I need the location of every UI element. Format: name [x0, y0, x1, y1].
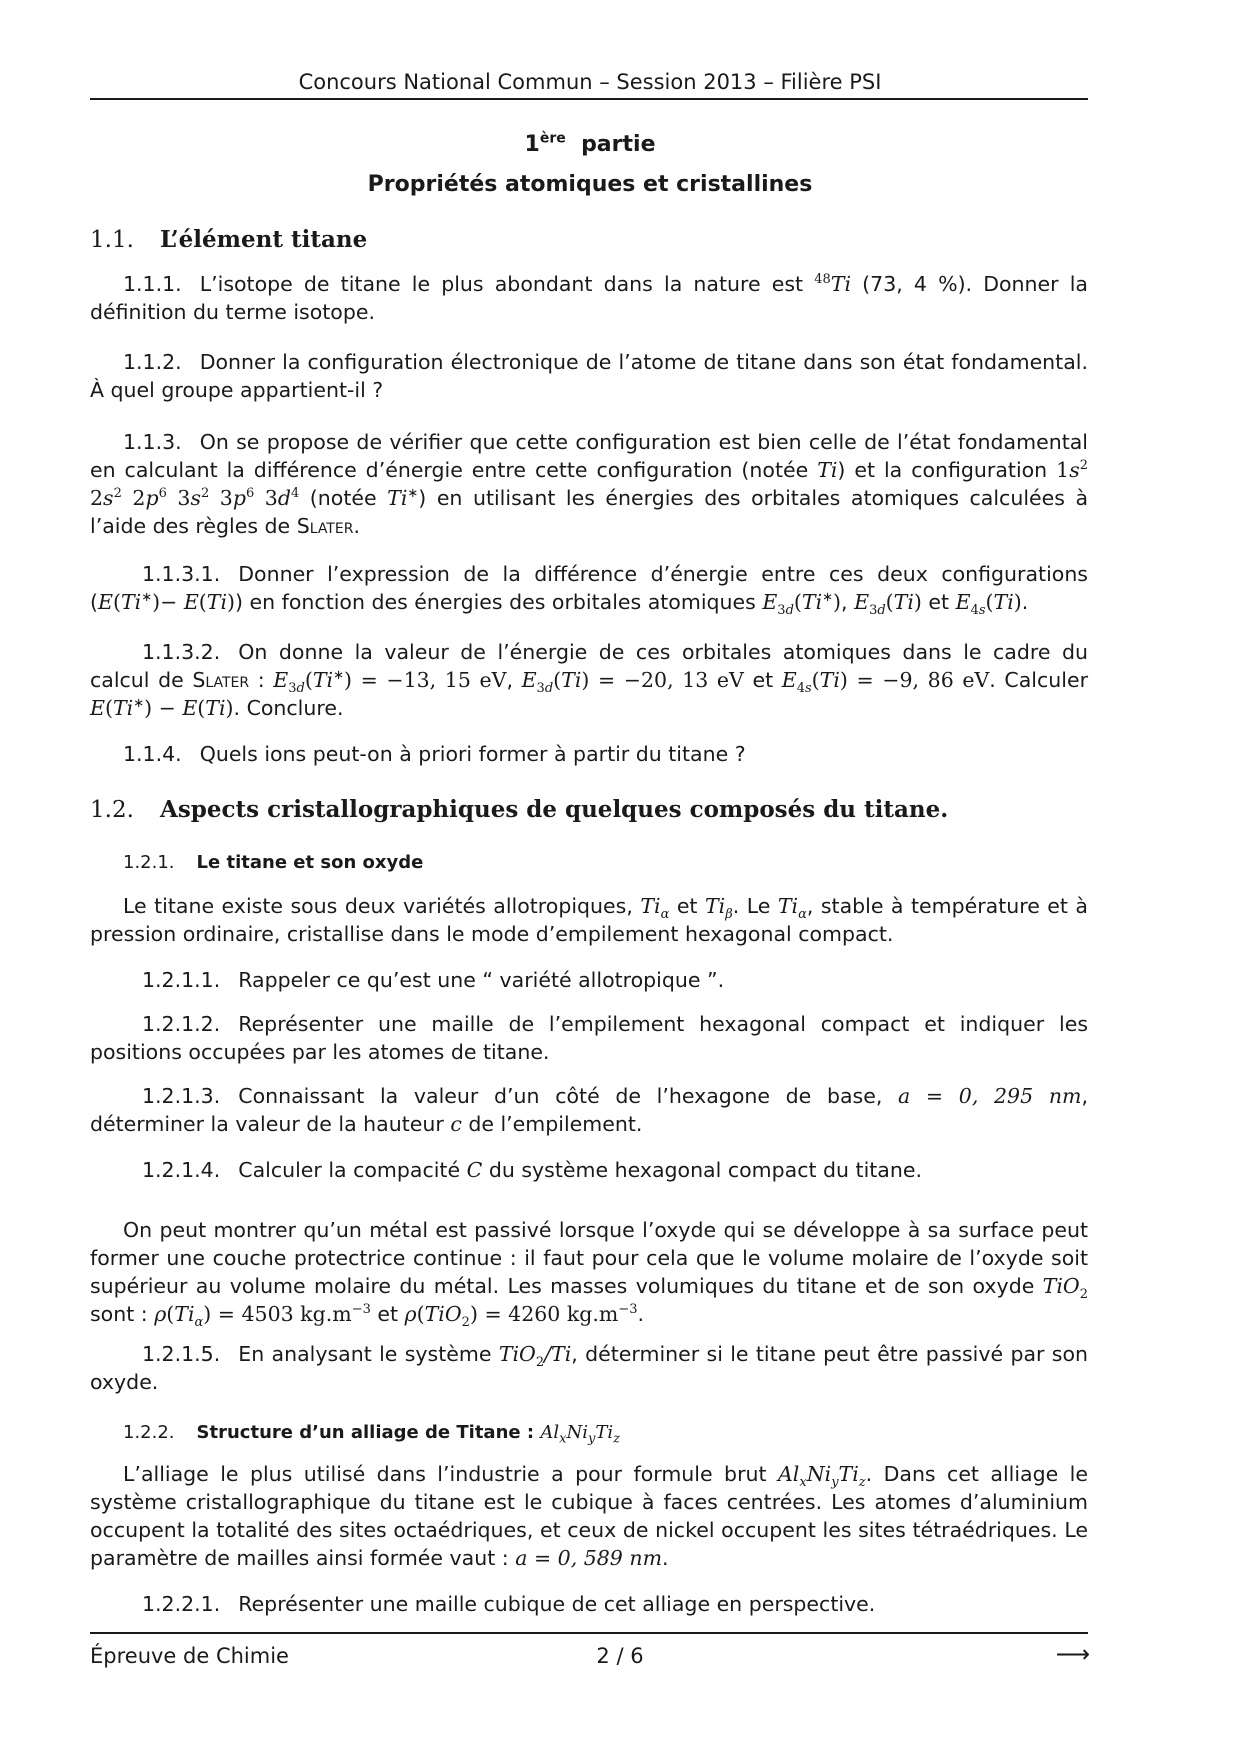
question-1-2-1-5: 1.2.1.5. En analysant le système TiO$_2$/Ti, déterminer si le titane peut être passivé par son oxyde.: [90, 1342, 1088, 1394]
question-1-2-2-1: 1.2.2.1. Représenter une maille cubique de cet alliage en perspective.: [142, 1592, 876, 1616]
question-1-2-1-1: 1.2.1.1. Rappeler ce qu’est une “ variété allotropique ”.: [142, 968, 725, 992]
question-1-2-1-2: 1.2.1.2. Représenter une maille de l’empilement hexagonal compact et indiquer les positions occupées par les atomes de titane.: [90, 1012, 1088, 1064]
paragraph-allotropes: Le titane existe sous deux variétés allotropiques, $Ti_\alpha$ et $Ti_\beta$. Le $Ti_\alpha$, stable à température et à pression ordinaire, cristallise dans le mode d’empilement hexagonal compact.: [90, 894, 1088, 946]
paragraph-passivation: On peut montrer qu’un métal est passivé lorsque l’oxyde qui se développe à sa surface peut former une couche protectrice continue : il faut pour cela que le volume molaire de l’oxyde soit supérieur au volume molaire du métal. Les masses volumiques du titane et de son oxyde TiO$_2$ sont : $\rho(Ti_\alpha) = 4503$ $kg.m^{-3}$ et ρ(TiO$_2$) = 4260 $kg.m^{-3}$.: [90, 1218, 1088, 1331]
section-1-2: 1.2. Aspects cristallographiques de quelques composés du titane.: [90, 796, 949, 823]
question-1-1-3-2: 1.1.3.2. On donne la valeur de l’énergie de ces orbitales atomiques dans le cadre du calcul de Slater : $E_{3d}(Ti^∗) = -13$, 15 eV, $E_{3d}(Ti) = -20$, 13 eV et $E_{4s}(Ti) = -9$, 86 eV. Calculer E(Ti∗) − E(Ti). Conclure.: [90, 640, 1089, 720]
question-1-1-3: 1.1.3. On se propose de vérifier que cette configuration est bien celle de l’état fondamental en calculant la différence d’énergie entre cette configuration (notée Ti) et la configuration $1s^2$ $2s^2$ $2p^6$ $3s^2$ $3p^6$ $3d^4$ (notée Ti∗) en utilisant les énergies des orbitales atomiques calculées à l’aide des règles de Slater.: [90, 430, 1089, 538]
subsection-1-2-2: 1.2.2. Structure d’un alliage de Titane : $Al_xNi_yTi_z$: [123, 1422, 620, 1447]
footer-exam-name: Épreuve de Chimie: [90, 1644, 289, 1668]
running-header: Concours National Commun – Session 2013 – Filière PSI: [298, 70, 882, 94]
section-1-1: 1.1. L’élément titane: [90, 226, 368, 253]
page-number: 2 / 6: [596, 1644, 644, 1668]
question-1-2-1-4: 1.2.1.4. Calculer la compacité C du système hexagonal compact du titane.: [142, 1158, 922, 1182]
header-rule: [90, 98, 1088, 100]
question-1-1-2: 1.1.2. Donner la configuration électronique de l’atome de titane dans son état fondamental. À quel groupe appartient-il ?: [90, 350, 1088, 402]
question-1-1-4: 1.1.4. Quels ions peut-on à priori former à partir du titane ?: [123, 742, 746, 766]
question-1-2-1-3: 1.2.1.3. Connaissant la valeur d’un côté de l’hexagone de base, a = 0, 295 nm, déterminer la valeur de la hauteur c de l’empilement.: [90, 1084, 1088, 1136]
question-1-1-1: 1.1.1. L’isotope de titane le plus abondant dans la nature est $^{48}$Ti (73, 4 %). Donner la définition du terme isotope.: [90, 272, 1088, 324]
subsection-1-2-1: 1.2.1. Le titane et son oxyde: [123, 852, 424, 873]
paragraph-alloy: L’alliage le plus utilisé dans l’industrie a pour formule brut $Al_xNi_yTi_z$. Dans cet alliage le système cristallographique du titane est le cubique à faces centrées. Les atomes d’aluminium occupent la totalité des sites octaédriques, et ceux de nickel occupent les sites tétraédriques. Le paramètre de mailles ainsi formée vaut : a = 0, 589 nm.: [90, 1462, 1088, 1570]
next-page-arrow-icon: ⟶: [1055, 1640, 1090, 1668]
question-1-1-3-1: 1.1.3.1. Donner l’expression de la différence d’énergie entre ces deux configurations (E(Ti∗)− E(Ti)) en fonction des énergies des orbitales atomiques $E_{3d}(Ti^∗)$, $E_{3d}(Ti)$ et $E_{4s}(Ti)$.: [90, 562, 1088, 619]
part-heading: 1ère partie: [524, 130, 656, 157]
footer-rule: [90, 1632, 1088, 1634]
part-title: Propriétés atomiques et cristallines: [367, 172, 813, 197]
